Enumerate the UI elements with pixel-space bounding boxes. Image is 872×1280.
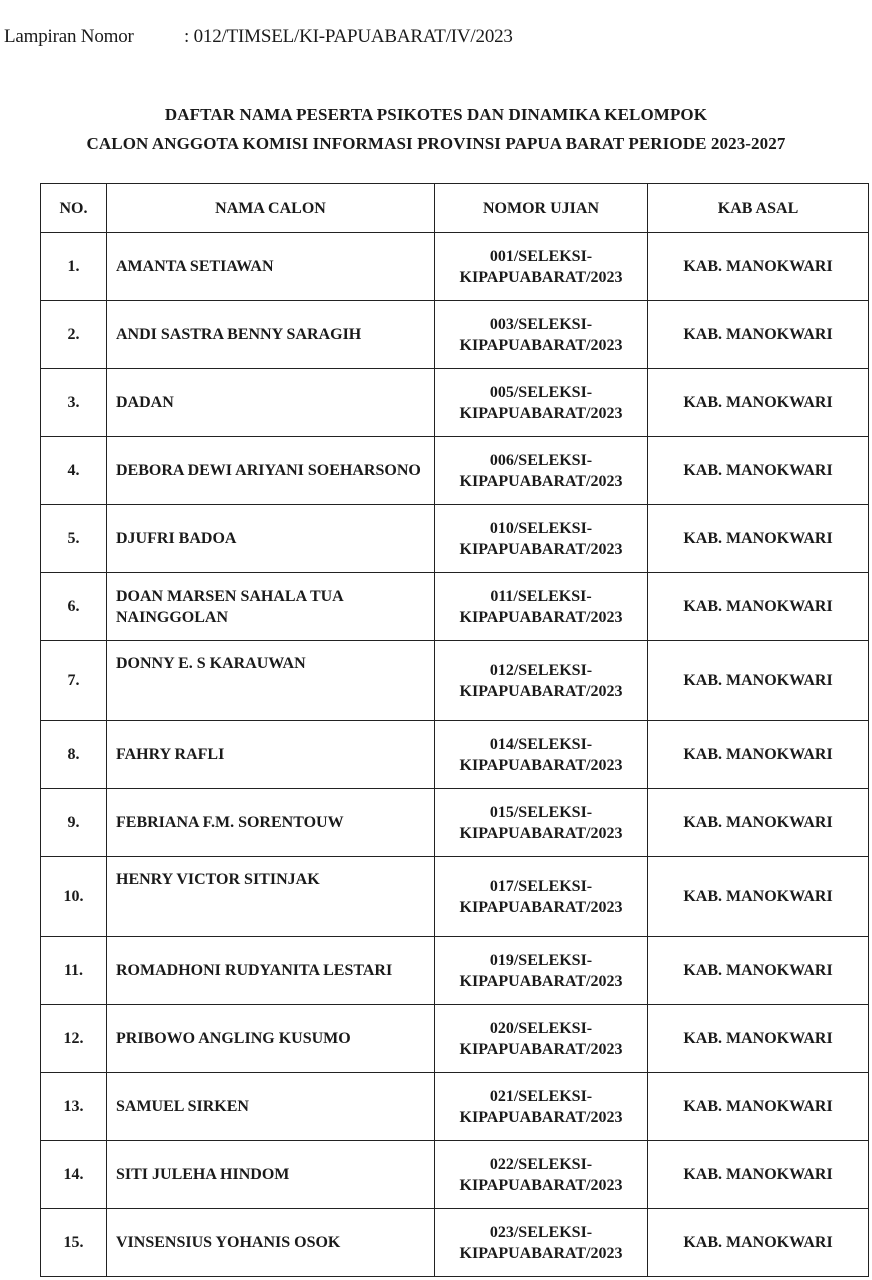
row-number: 11.	[41, 937, 107, 1005]
exam-number: 023/SELEKSI- KIPAPUABARAT/2023	[435, 1209, 648, 1277]
candidate-name: DOAN MARSEN SAHALA TUA NAINGGOLAN	[107, 573, 435, 641]
candidate-name: SITI JULEHA HINDOM	[107, 1141, 435, 1209]
table-header-row	[41, 184, 869, 233]
candidate-name: DJUFRI BADOA	[107, 505, 435, 573]
origin-regency: KAB. MANOKWARI	[648, 437, 869, 505]
candidate-name: FAHRY RAFLI	[107, 721, 435, 789]
origin-regency: KAB. MANOKWARI	[648, 857, 869, 937]
document-title-line-2: CALON ANGGOTA KOMISI INFORMASI PROVINSI PAPUA BARAT PERIODE 2023-2027	[86, 134, 786, 153]
table-row	[41, 1209, 869, 1277]
origin-regency: KAB. MANOKWARI	[648, 721, 869, 789]
exam-number: 015/SELEKSI- KIPAPUABARAT/2023	[435, 789, 648, 857]
exam-number: 001/SELEKSI- KIPAPUABARAT/2023	[435, 233, 648, 301]
lampiran-line	[4, 26, 513, 48]
row-number: 12.	[41, 1005, 107, 1073]
row-number: 4.	[41, 437, 107, 505]
row-number: 13.	[41, 1073, 107, 1141]
exam-number: 017/SELEKSI- KIPAPUABARAT/2023	[435, 857, 648, 937]
origin-regency: KAB. MANOKWARI	[648, 789, 869, 857]
participant-table	[40, 183, 869, 1277]
table-row	[41, 641, 869, 721]
row-number: 1.	[41, 233, 107, 301]
column-header-nama: NAMA CALON	[107, 184, 435, 233]
table-row	[41, 437, 869, 505]
exam-number: 021/SELEKSI- KIPAPUABARAT/2023	[435, 1073, 648, 1141]
row-number: 3.	[41, 369, 107, 437]
column-header-nomor: NOMOR UJIAN	[435, 184, 648, 233]
exam-number: 022/SELEKSI- KIPAPUABARAT/2023	[435, 1141, 648, 1209]
origin-regency: KAB. MANOKWARI	[648, 369, 869, 437]
candidate-name: PRIBOWO ANGLING KUSUMO	[107, 1005, 435, 1073]
origin-regency: KAB. MANOKWARI	[648, 233, 869, 301]
candidate-name: SAMUEL SIRKEN	[107, 1073, 435, 1141]
exam-number: 003/SELEKSI- KIPAPUABARAT/2023	[435, 301, 648, 369]
column-header-no: NO.	[41, 184, 107, 233]
table-row	[41, 1141, 869, 1209]
origin-regency: KAB. MANOKWARI	[648, 1209, 869, 1277]
candidate-name: DADAN	[107, 369, 435, 437]
origin-regency: KAB. MANOKWARI	[648, 937, 869, 1005]
row-number: 15.	[41, 1209, 107, 1277]
table-row	[41, 1073, 869, 1141]
table-row	[41, 369, 869, 437]
candidate-name: VINSENSIUS YOHANIS OSOK	[107, 1209, 435, 1277]
origin-regency: KAB. MANOKWARI	[648, 301, 869, 369]
column-header-kab: KAB ASAL	[648, 184, 869, 233]
table-row	[41, 233, 869, 301]
table-row	[41, 573, 869, 641]
row-number: 6.	[41, 573, 107, 641]
exam-number: 020/SELEKSI- KIPAPUABARAT/2023	[435, 1005, 648, 1073]
row-number: 8.	[41, 721, 107, 789]
exam-number: 005/SELEKSI- KIPAPUABARAT/2023	[435, 369, 648, 437]
document-title-line-1: DAFTAR NAMA PESERTA PSIKOTES DAN DINAMIKA KELOMPOK	[164, 105, 708, 124]
lampiran-value: : 012/TIMSEL/KI-PAPUABARAT/IV/2023	[184, 26, 513, 47]
row-number: 9.	[41, 789, 107, 857]
exam-number: 014/SELEKSI- KIPAPUABARAT/2023	[435, 721, 648, 789]
row-number: 10.	[41, 857, 107, 937]
candidate-name: DEBORA DEWI ARIYANI SOEHARSONO	[107, 437, 435, 505]
origin-regency: KAB. MANOKWARI	[648, 1073, 869, 1141]
row-number: 14.	[41, 1141, 107, 1209]
origin-regency: KAB. MANOKWARI	[648, 573, 869, 641]
table-row	[41, 937, 869, 1005]
candidate-name: DONNY E. S KARAUWAN	[107, 641, 435, 721]
candidate-name: HENRY VICTOR SITINJAK	[107, 857, 435, 937]
table-row	[41, 789, 869, 857]
row-number: 2.	[41, 301, 107, 369]
exam-number: 019/SELEKSI- KIPAPUABARAT/2023	[435, 937, 648, 1005]
origin-regency: KAB. MANOKWARI	[648, 1141, 869, 1209]
exam-number: 006/SELEKSI- KIPAPUABARAT/2023	[435, 437, 648, 505]
lampiran-label: Lampiran Nomor	[4, 26, 134, 47]
table-row	[41, 721, 869, 789]
candidate-name: ANDI SASTRA BENNY SARAGIH	[107, 301, 435, 369]
exam-number: 011/SELEKSI- KIPAPUABARAT/2023	[435, 573, 648, 641]
candidate-name: ROMADHONI RUDYANITA LESTARI	[107, 937, 435, 1005]
row-number: 7.	[41, 641, 107, 721]
candidate-name: AMANTA SETIAWAN	[107, 233, 435, 301]
candidate-name: FEBRIANA F.M. SORENTOUW	[107, 789, 435, 857]
origin-regency: KAB. MANOKWARI	[648, 1005, 869, 1073]
table-row	[41, 301, 869, 369]
exam-number: 010/SELEKSI- KIPAPUABARAT/2023	[435, 505, 648, 573]
table-row	[41, 1005, 869, 1073]
origin-regency: KAB. MANOKWARI	[648, 505, 869, 573]
row-number: 5.	[41, 505, 107, 573]
exam-number: 012/SELEKSI- KIPAPUABARAT/2023	[435, 641, 648, 721]
table-row	[41, 857, 869, 937]
table-row	[41, 505, 869, 573]
origin-regency: KAB. MANOKWARI	[648, 641, 869, 721]
